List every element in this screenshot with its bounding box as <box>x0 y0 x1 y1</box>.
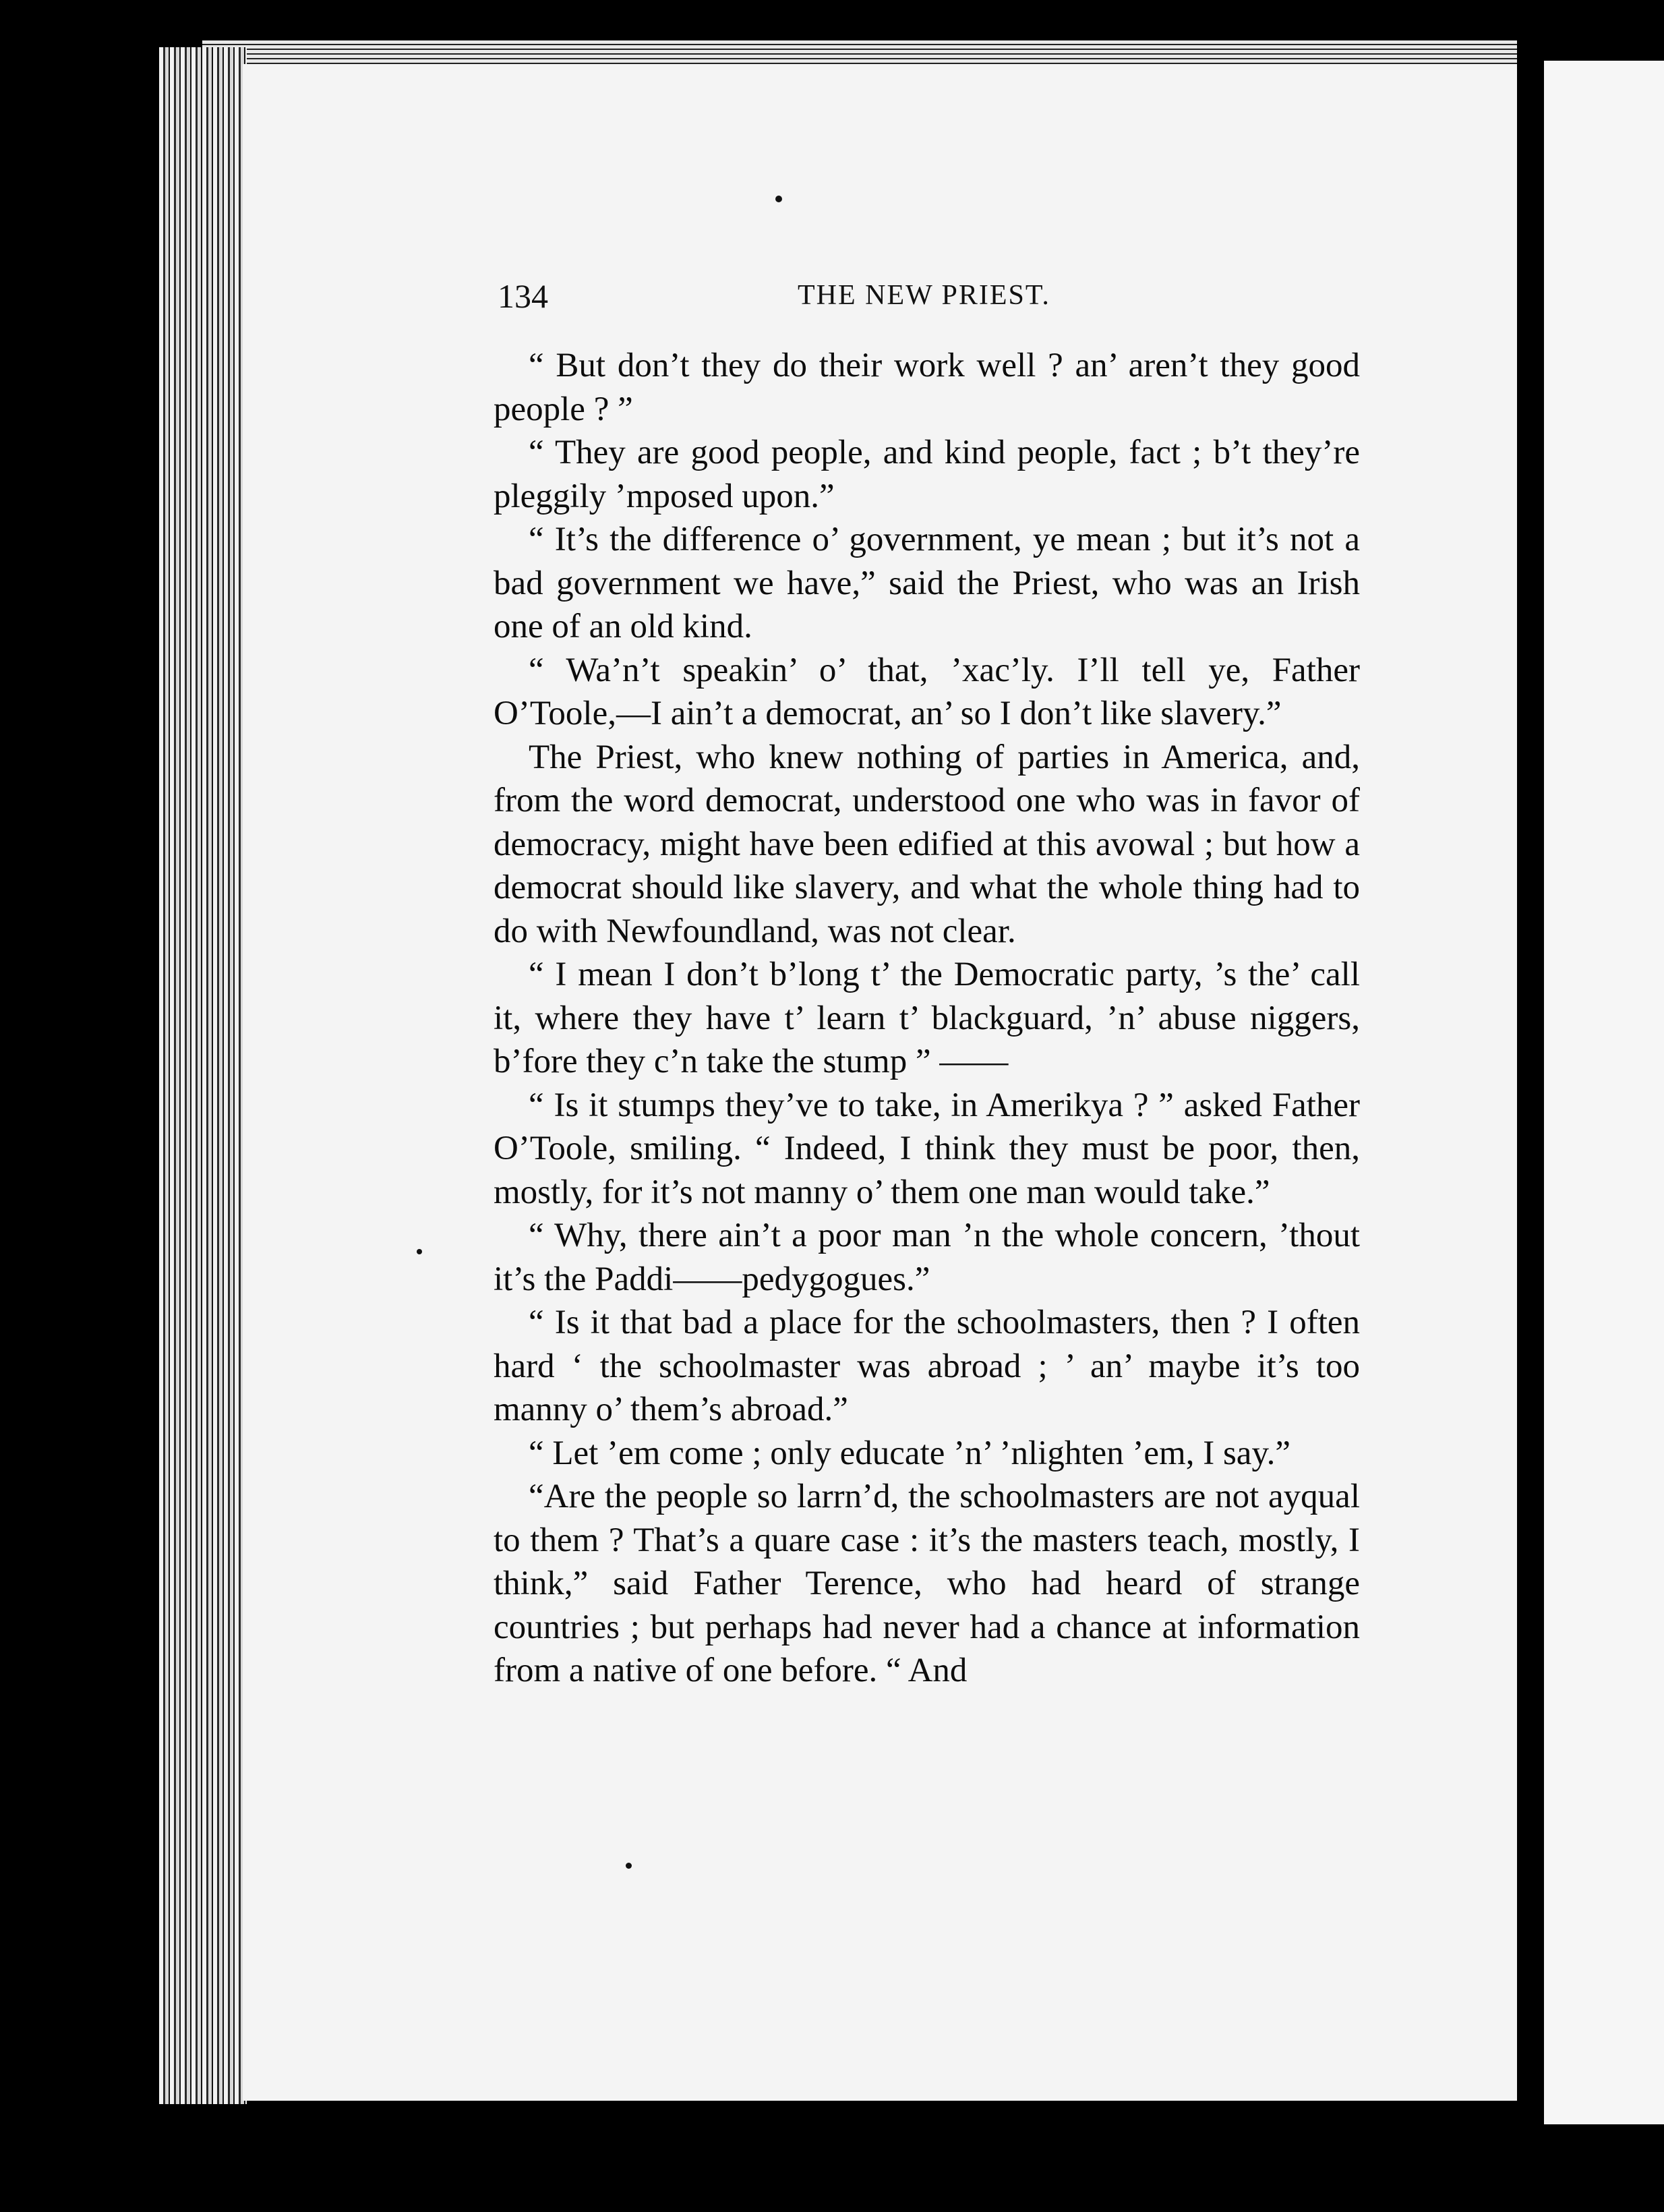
page-number: 134 <box>498 277 548 315</box>
paragraph: “ Why, there ain’t a poor man ’n the whole concern, ’thout it’s the Paddi——pedygogues.” <box>494 1217 1360 1298</box>
running-header <box>498 276 1361 324</box>
paragraph: “ It’s the difference o’ government, ye mean ; but it’s not a bad government we have,” said the Priest, who was an Irish one of an old kind. <box>494 521 1360 645</box>
paragraph: “ Is it that bad a place for the schoolmasters, then ? I often hard ‘ the schoolmaster was abroad ; ’ an’ maybe it’s too manny o’ them’s abroad.” <box>494 1304 1360 1428</box>
page-top-edge <box>202 40 1517 67</box>
paragraph: “ I mean I don’t b’long t’ the Democratic party, ’s the’ call it, where they have t’ learn t’ blackguard, ’n’ abuse niggers, b’fore they c’n take the stump ” —— <box>494 956 1360 1080</box>
paragraph: “Are the people so larrn’d, the schoolmasters are not ayqual to them ? That’s a quare case : it’s the masters teach, mostly, I think,” said Father Terence, who had heard of strange countries ; but perhaps had never had a chance at information from a native of one before. “ And <box>494 1478 1360 1689</box>
ink-speck-left <box>417 1249 422 1254</box>
ink-speck-top <box>775 196 782 202</box>
paragraph: The Priest, who knew nothing of parties in America, and, from the word democrat, understood one who was in favor of democracy, might have been edified at this avowal ; but how a democrat should like slavery, and what the whole thing had to do with Newfoundland, was not clear. <box>494 738 1360 950</box>
running-title: THE NEW PRIEST. <box>798 280 1050 311</box>
body-text <box>494 344 1360 1693</box>
ink-speck-bottom <box>626 1863 632 1869</box>
book-page-edges <box>159 47 247 2104</box>
facing-page-edge <box>1544 61 1664 2124</box>
paragraph: “ But don’t they do their work well ? an’ aren’t they good people ? ” <box>494 347 1360 428</box>
paragraph: “ They are good people, and kind people, fact ; b’t they’re pleggily ’mposed upon.” <box>494 434 1360 515</box>
paragraph: “ Is it stumps they’ve to take, in Amerikya ? ” asked Father O’Toole, smiling. “ Indeed, I think they must be poor, then, mostly, for it’s not manny o’ them one man would take.” <box>494 1086 1360 1211</box>
paragraph: “ Wa’n’t speakin’ o’ that, ’xac’ly. I’ll tell ye, Father O’Toole,—I ain’t a democrat, an’ so I don’t like slavery.” <box>494 651 1360 732</box>
paragraph: “ Let ’em come ; only educate ’n’ ’nlighten ’em, I say.” <box>529 1434 1291 1472</box>
